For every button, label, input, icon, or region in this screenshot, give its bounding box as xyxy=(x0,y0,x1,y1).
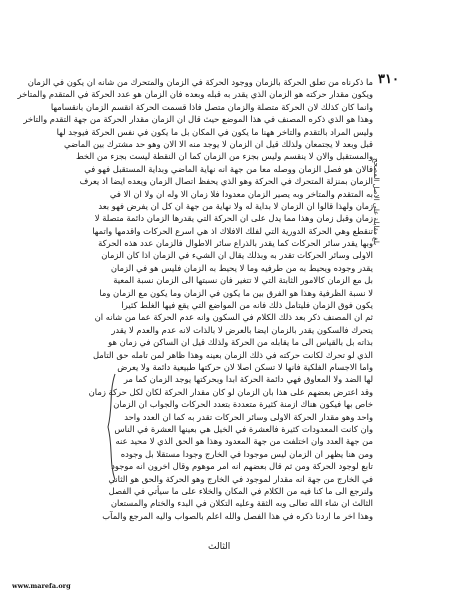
manuscript-line: واحد وهو مقدار الحركة الاولى وسائر الحركات تقدر به كما ان العدد واحد xyxy=(124,411,373,422)
manuscript-line: بل مع الزمان كالامور الثابتة التي لا تتغير فان نسبتها الى الزمان نسبة المعية xyxy=(113,275,373,286)
manuscript-line: تنقطع وهي الحركة الدورية التي لفلك الافلاك اذ هي اسرع الحركات واقدمها واتمها xyxy=(92,225,373,236)
manuscript-line: لها الضد ولا المعاوق فهي دائمة الحركة ابدا وبحركتها يوجد الزمان كما مر xyxy=(123,374,373,385)
manuscript-line: يتحرك فالسكون يقدر بالزمان ايضا بالعرض لا بالذات لانه عدم والعدم لا يقدر xyxy=(111,324,373,335)
manuscript-line: الذي لو تحرك لكانت حركته في ذلك الزمان بعينه وهذا ظاهر لمن تامله حق التامل xyxy=(92,349,373,360)
manuscript-line: به المتقدم والمتاخر وبه يصير الزمان معدودا فلا زمان الا وله ان ولا ان الا في xyxy=(109,188,373,199)
manuscript-line: الاولى وسائر الحركات تقدر به وبذلك يقال ان الشيء في الزمان اذا كان الزمان xyxy=(101,250,373,261)
manuscript-line: يقدر وجوده ويحيط به من طرفيه وما لا يحيط به الزمان فليس هو في الزمان xyxy=(110,262,373,273)
manuscript-line: وليس المراد بالتقدم والتاخر ههنا ما يكون في المكان بل ما يكون في نفس الحركة فيوجد لها xyxy=(56,126,373,137)
margin-note-text: بلغ مقابلة على الاصل المصحح xyxy=(372,158,380,246)
manuscript-line: تابع لوجود الحركة ومن ثم قال بعضهم انه امر موهوم وقال اخرون انه موجود xyxy=(111,461,373,472)
manuscript-line: زمان ولهذا قالوا ان الزمان لا بداية له ولا نهاية من جهة ان كل ان يفرض فهو بعد xyxy=(98,200,373,211)
manuscript-line: بذاته بل بالقياس الى ما يقابله من الحركة ولذلك قيل ان الساكن في زمان هو xyxy=(108,337,373,348)
manuscript-line: الزمان بمنزلة المتحرك في الحركة وهو الذي يحفظ اتصال الزمان ويعده ايضا اذ يعرف xyxy=(79,176,373,187)
manuscript-line: ومن هنا يظهر ان الزمان ليس موجودا في الخارج وجودا مستقلا بل وجوده xyxy=(120,448,373,459)
footer-url: www.marefa.org xyxy=(12,582,71,590)
manuscript-line: واما الاجسام الفلكية فانها لا تسكن اصلا لان حركتها طبيعية دائمة ولا يعرض xyxy=(117,361,373,372)
manuscript-line: ما ذكرناه من تعلق الحركة بالزمان ووجود الحركة في الزمان والمتحرك من شانه ان يكون في الزمان xyxy=(27,77,373,87)
manuscript-line: الثالث ان شاء الله تعالى وبه الثقة وعليه التكلان في البدء والختام والمستعان xyxy=(110,498,373,509)
manuscript-line: ثم ان المصنف ذكر بعد ذلك الكلام في السكون وانه عدم الحركة عما من شانه ان xyxy=(94,312,373,323)
manuscript-line: وهذا هو الذي ذكره المصنف في هذا الموضع حيث قال ان الزمان مقدار الحركة من جهة التقدم والتاخر xyxy=(23,114,373,125)
manuscript-line: وهذا اخر ما اردنا ذكره في هذا الفصل والله اعلم بالصواب واليه المرجع والمآب xyxy=(102,510,373,521)
manuscript-line: قبل وبعد لا يجتمعان ولذلك قيل ان الزمان لا يوجد منه الا الان وهو حد مشترك بين الماضي xyxy=(63,138,373,149)
manuscript-line: يكون فوق الزمان فليتامل ذلك فانه من المواضع التي يقع فيها الغلط كثيرا xyxy=(121,300,373,311)
manuscript-line: وان كانت المعدودات كثيرة فالعشرة في الخيل هي بعينها العشرة في الناس xyxy=(114,423,373,434)
manuscript-text-block xyxy=(17,76,373,530)
manuscript-line: فالان هو فصل الزمان ووصله معا من جهة انه نهاية الماضي وبداية المستقبل فهو في xyxy=(84,163,373,174)
manuscript-line: وانما كان كذلك لان الحركة متصلة والزمان متصل فاذا قسمت الحركة انقسم الزمان بانقسامها xyxy=(50,101,373,112)
folio-number: ٣١٠ xyxy=(378,72,399,87)
manuscript-line: من جهة العدد وان اختلفت من جهة المعدود وهذا هو الحق الذي لا محيد عنه xyxy=(115,436,373,447)
manuscript-line: في الخارج من جهة انه مقدار لموجود في الخارج وهو الحركة والحق هو الثاني xyxy=(108,473,373,484)
manuscript-line: خاص بها فيكون هناك ازمنة كثيرة متعددة بتعدد الحركات والجواب ان الزمان xyxy=(113,399,373,410)
manuscript-line: وقد اعترض بعضهم على هذا بان الزمان لو كان مقدار الحركة لكان لكل حركة زمان xyxy=(88,386,373,397)
manuscript-line: ولنرجع الى ما كنا فيه من الكلام في المكان والخلاء على ما سيأتي في الفصل xyxy=(108,485,373,496)
manuscript-line: والمستقبل والان لا ينقسم وليس بجزء من الزمان كما ان النقطة ليست بجزء من الخط xyxy=(75,151,373,162)
margin-note xyxy=(371,158,389,278)
catchword: الثالث xyxy=(208,542,231,552)
manuscript-line: لا نسبة الظرفية وهذا هو الفرق بين ما يكون في الزمان وما يكون مع الزمان وما xyxy=(99,287,373,298)
margin-bracket xyxy=(105,372,117,482)
manuscript-line: ويكون مقدار حركته هو الزمان الذي يقدر به قبله وبعده فان الزمان هو عدد الحركة في المتقدم والمتاخر xyxy=(17,89,373,100)
manuscript-line: وبها يقدر سائر الحركات كما يقدر بالذراع سائر الاطوال فالزمان عدد هذه الحركة xyxy=(98,238,373,249)
manuscript-line: زمان وقبل زمان وهذا مما يدل على ان الحركة التي يقدرها الزمان دائمة متصلة لا xyxy=(94,213,373,224)
